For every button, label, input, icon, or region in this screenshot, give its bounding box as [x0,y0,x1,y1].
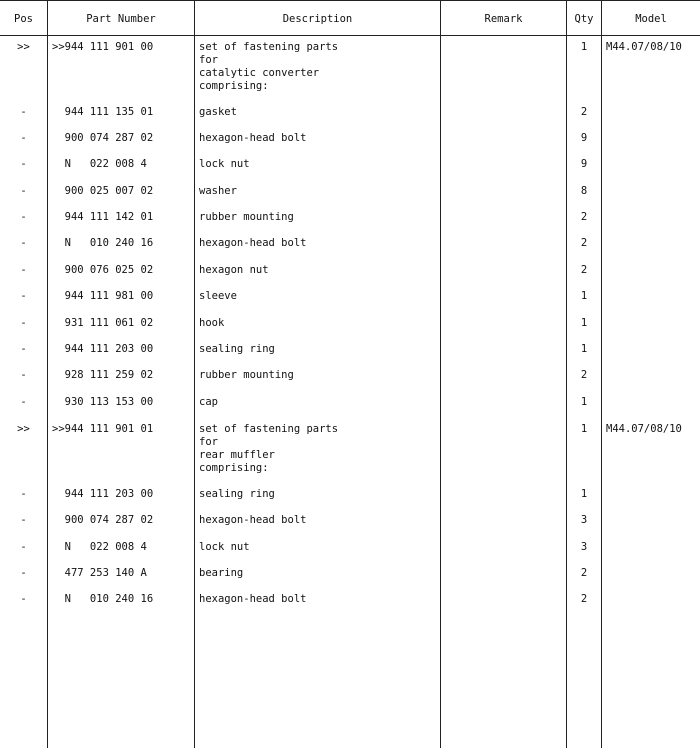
row-part-number: 900 074 287 02 [52,132,154,144]
row-pos: >> [17,41,30,53]
row-description: washer [199,185,237,197]
row-pos: - [20,488,27,500]
row-description: hexagon-head bolt [199,593,307,605]
row-pos: - [20,369,27,381]
row-qty: 1 [580,396,588,408]
row-description: lock nut [199,158,250,170]
row-part-number: 900 076 025 02 [52,264,154,276]
row-description: cap [199,396,218,408]
row-part-number: N 010 240 16 [52,593,154,605]
table-row [0,423,700,474]
row-qty: 1 [580,290,588,302]
row-description: hexagon-head bolt [199,237,307,249]
row-pos: - [20,396,27,408]
row-pos: >> [17,423,30,435]
row-description: lock nut [199,541,250,553]
row-qty: 2 [580,593,588,605]
row-qty: 2 [580,211,588,223]
header-model: Model [635,13,667,25]
table-row [0,567,700,581]
row-qty: 2 [580,369,588,381]
table-row [0,132,700,146]
table-row [0,488,700,502]
header-pos: Pos [14,13,33,25]
row-part-number: 900 074 287 02 [52,514,154,526]
row-qty: 9 [580,132,588,144]
row-pos: - [20,158,27,170]
header-part-number: Part Number [86,13,156,25]
table-row [0,158,700,172]
row-description: sealing ring [199,488,275,500]
row-pos: - [20,514,27,526]
row-pos: - [20,593,27,605]
row-pos: - [20,132,27,144]
row-qty: 3 [580,541,588,553]
table-row [0,237,700,251]
row-description: sealing ring [199,343,275,355]
row-part-number: 944 111 142 01 [52,211,154,223]
row-part-number: 931 111 061 02 [52,317,154,329]
row-part-number: >>944 111 901 00 [52,41,154,53]
table-row [0,264,700,278]
row-pos: - [20,317,27,329]
row-part-number: 944 111 981 00 [52,290,154,302]
header-description: Description [282,13,353,25]
row-qty: 2 [580,106,588,118]
row-part-number: 477 253 140 A [52,567,147,579]
row-part-number: N 022 008 4 [52,541,147,553]
row-pos: - [20,264,27,276]
row-qty: 1 [580,488,588,500]
row-description: hook [199,317,225,329]
row-description: rubber mounting [199,369,294,381]
table-row [0,185,700,199]
table-row [0,211,700,225]
row-qty: 1 [580,41,588,53]
row-pos: - [20,343,27,355]
table-row [0,317,700,331]
row-part-number: 944 111 203 00 [52,488,154,500]
table-row [0,593,700,607]
table-row [0,541,700,555]
table-row [0,290,700,304]
header-rule [0,35,700,36]
row-pos: - [20,237,27,249]
row-qty: 1 [580,423,588,435]
row-part-number: N 022 008 4 [52,158,147,170]
row-pos: - [20,541,27,553]
header-qty: Qty [574,13,594,25]
row-qty: 9 [580,158,588,170]
header-remark: Remark [484,13,523,25]
row-qty: 2 [580,567,588,579]
row-description: hexagon-head bolt [199,132,307,144]
row-description: rubber mounting [199,211,294,223]
table-row [0,41,700,92]
row-description: set of fastening parts for catalytic converter comprising: [199,41,339,92]
row-model: M44.07/08/10 [606,423,682,435]
row-description: hexagon nut [199,264,269,276]
row-qty: 2 [580,237,588,249]
row-part-number: 944 111 203 00 [52,343,154,355]
row-description: sleeve [199,290,237,302]
row-qty: 1 [580,317,588,329]
row-part-number: 944 111 135 01 [52,106,154,118]
row-description: set of fastening parts for rear muffler comprising: [199,423,339,474]
row-model: M44.07/08/10 [606,41,682,53]
row-qty: 3 [580,514,588,526]
table-row [0,514,700,528]
row-pos: - [20,290,27,302]
table-row [0,396,700,410]
row-part-number: 900 025 007 02 [52,185,154,197]
row-qty: 2 [580,264,588,276]
row-pos: - [20,567,27,579]
row-description: gasket [199,106,237,118]
table-row [0,106,700,120]
row-part-number: 930 113 153 00 [52,396,154,408]
row-description: hexagon-head bolt [199,514,307,526]
table-row [0,343,700,357]
row-pos: - [20,211,27,223]
row-description: bearing [199,567,244,579]
row-pos: - [20,106,27,118]
row-qty: 8 [580,185,588,197]
table-row [0,369,700,383]
row-qty: 1 [580,343,588,355]
row-part-number: 928 111 259 02 [52,369,154,381]
row-part-number: >>944 111 901 01 [52,423,154,435]
top-rule [0,0,700,1]
row-pos: - [20,185,27,197]
row-part-number: N 010 240 16 [52,237,154,249]
